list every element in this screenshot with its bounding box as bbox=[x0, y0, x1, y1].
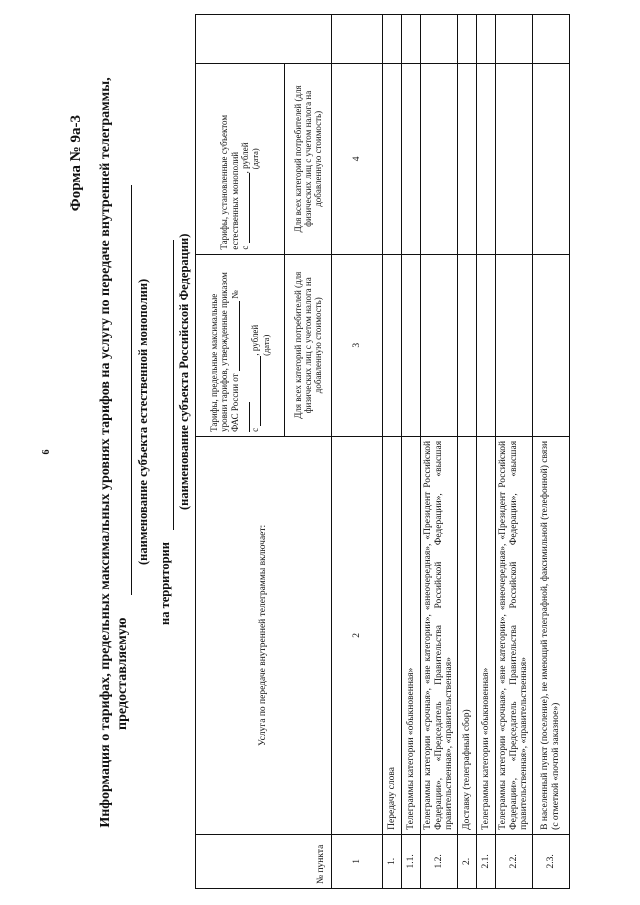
row-service: В населенный пункт (поселение), не имеющий телеграфной, факсимильной (телефонной) связи (с отметкой «почтой заказное») bbox=[533, 436, 570, 834]
empty-column-cell bbox=[421, 15, 458, 64]
row-tariff-fas bbox=[477, 254, 496, 436]
region-name-blank bbox=[173, 240, 174, 530]
column-number: 4 bbox=[332, 64, 383, 255]
monopoly-name-caption: (наименование субъекта естественной монополии) bbox=[136, 278, 150, 565]
column-number: 3 bbox=[332, 254, 383, 436]
header-text: ФАС России от bbox=[229, 373, 240, 432]
row-tariff-fas bbox=[421, 254, 458, 436]
header-text: Тарифы, предельные максимальные bbox=[209, 293, 219, 432]
row-tariff-fas bbox=[402, 254, 421, 436]
column-number: 2 bbox=[332, 436, 383, 834]
document-title: Информация о тарифах, предельных максимальных уровнях тарифов на услугу по передаче внутренней телеграммы, bbox=[98, 77, 113, 828]
header-text: Тарифы, установленные субъектом bbox=[219, 114, 230, 250]
table-row bbox=[383, 15, 402, 889]
row-number: 1. bbox=[383, 834, 402, 888]
header-text: с bbox=[250, 427, 261, 432]
row-tariff-subject bbox=[458, 64, 477, 255]
empty-column-cell bbox=[477, 15, 496, 64]
title-provided-label: предоставляемую bbox=[115, 617, 130, 730]
fas-date-blank bbox=[231, 301, 240, 371]
row-service: Телеграммы категории «обыкновенная» bbox=[477, 436, 496, 834]
table-row bbox=[533, 15, 570, 889]
row-number: 2.3. bbox=[533, 834, 570, 888]
header-tariff-subject bbox=[196, 64, 285, 255]
row-tariff-fas bbox=[496, 254, 533, 436]
row-service: Телеграммы категории «срочная», «вне категории», «внеочередная», «Президент Российской Федерации», «Председатель Правительства Российской Федерации», «высшая правительственная», «правительственная» bbox=[421, 436, 458, 834]
header-text: , рублей bbox=[250, 324, 261, 356]
row-service: Телеграммы категории «обыкновенная» bbox=[402, 436, 421, 834]
region-name-caption: (наименование субъекта Российской Федерации) bbox=[177, 233, 191, 510]
row-tariff-subject bbox=[496, 64, 533, 255]
table-row bbox=[421, 15, 458, 889]
row-tariff-fas bbox=[458, 254, 477, 436]
row-tariff-subject bbox=[533, 64, 570, 255]
fas-number-blank bbox=[241, 402, 250, 432]
column-number-row bbox=[332, 15, 383, 889]
header-text: с bbox=[240, 245, 251, 250]
subheader-subject: Для всех категорий потребителей (для физических лиц с учетом налога на добавленную стоимость) bbox=[285, 64, 332, 255]
empty-column-cell bbox=[383, 15, 402, 64]
row-tariff-fas bbox=[383, 254, 402, 436]
row-service: Передачу слова bbox=[383, 436, 402, 834]
territory-label: на территории bbox=[158, 542, 172, 625]
column-number: 1 bbox=[332, 834, 383, 888]
row-tariff-subject bbox=[402, 64, 421, 255]
fas-date-caption: (дата) bbox=[260, 334, 271, 356]
row-number: 2.1. bbox=[477, 834, 496, 888]
table-row bbox=[458, 15, 477, 889]
header-text: естественных монополий bbox=[229, 151, 240, 250]
header-text: , рублей bbox=[240, 142, 251, 174]
row-number: 2. bbox=[458, 834, 477, 888]
table-header-row bbox=[196, 15, 285, 889]
form-title: Форма № 9а-3 bbox=[68, 115, 84, 212]
row-number: 2.2. bbox=[496, 834, 533, 888]
empty-column-cell bbox=[196, 15, 332, 64]
row-number: 1.1. bbox=[402, 834, 421, 888]
header-item-number: № пункта bbox=[196, 834, 332, 888]
subject-date-caption: (дата) bbox=[250, 148, 261, 170]
row-number: 1.2. bbox=[421, 834, 458, 888]
monopoly-name-blank bbox=[131, 185, 132, 595]
row-tariff-subject bbox=[383, 64, 402, 255]
table-row bbox=[402, 15, 421, 889]
empty-column-cell bbox=[496, 15, 533, 64]
row-service: Телеграммы категории «срочная», «вне категории», «внеочередная», «Президент Российской Федерации», «Председатель Правительства Российской Федерации», «высшая правительственная», «правительственная» bbox=[496, 436, 533, 834]
fas-from-blank bbox=[252, 356, 261, 426]
header-text: уровни тарифов, утвержденные приказом bbox=[219, 272, 230, 432]
header-service: Услуга по передаче внутренней телеграммы включает: bbox=[196, 436, 332, 834]
table-row bbox=[477, 15, 496, 889]
header-tariff-fas bbox=[196, 254, 285, 436]
row-service: Доставку (телеграфный сбор) bbox=[458, 436, 477, 834]
tariff-table bbox=[195, 14, 570, 889]
row-tariff-subject bbox=[477, 64, 496, 255]
empty-column-cell bbox=[402, 15, 421, 64]
header-text: № bbox=[229, 290, 240, 299]
empty-column-cell bbox=[458, 15, 477, 64]
page-number: 6 bbox=[41, 449, 52, 455]
subheader-fas: Для всех категорий потребителей (для физических лиц с учетом налога на добавленную стоимость) bbox=[285, 254, 332, 436]
subject-from-blank bbox=[241, 173, 250, 243]
row-tariff-fas bbox=[533, 254, 570, 436]
empty-column-cell bbox=[332, 15, 383, 64]
table-row bbox=[496, 15, 533, 889]
row-tariff-subject bbox=[421, 64, 458, 255]
empty-column-cell bbox=[533, 15, 570, 64]
